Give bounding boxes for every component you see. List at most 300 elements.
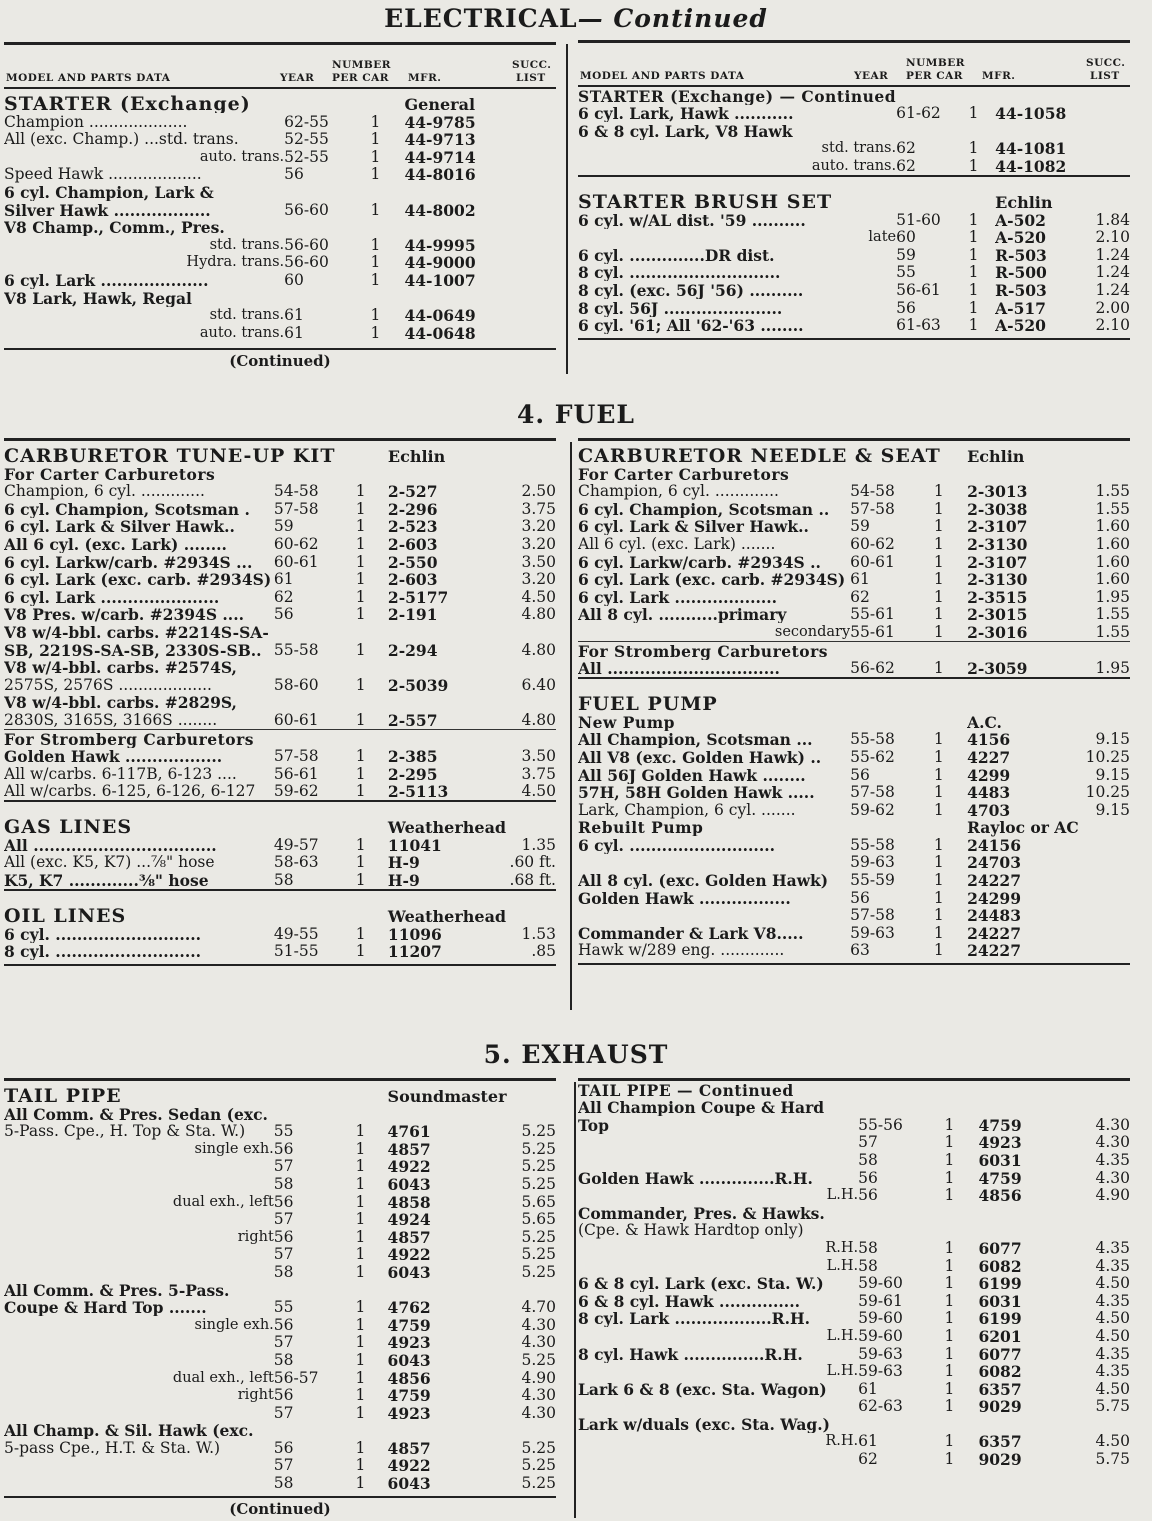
mfr-cell: 4857 — [387, 1139, 431, 1159]
mfr-cell: General — [404, 95, 476, 114]
model-cell: All Champ. & Sil. Hawk (exc. — [4, 1421, 254, 1440]
parts-table — [578, 1081, 1130, 1468]
mfr-cell: A-520 — [995, 316, 1046, 336]
mfr-cell: 4923 — [387, 1403, 431, 1423]
list-price-cell: 4.30 — [521, 1386, 556, 1405]
per-car-cell: 1 — [355, 1210, 366, 1229]
year-cell: 56-60 — [284, 235, 329, 254]
mfr-cell: 6031 — [978, 1150, 1022, 1170]
table-row — [4, 518, 556, 536]
mfr-cell: 4299 — [967, 765, 1011, 785]
table-row — [4, 201, 556, 219]
model-cell — [578, 907, 850, 925]
mfr-cell: 2-3130 — [967, 534, 1028, 554]
mfr-cell: Weatherhead — [387, 818, 507, 838]
list-price-cell: 5.25 — [521, 1474, 556, 1493]
mfr-cell: 2-557 — [387, 710, 438, 730]
table-row — [4, 943, 556, 961]
model-cell: L.H. — [826, 1257, 859, 1274]
year-cell: 56 — [273, 1386, 294, 1405]
per-car-cell — [911, 641, 967, 659]
table-row — [578, 211, 1130, 229]
table-row — [578, 1398, 1130, 1416]
list-price-cell: 1.55 — [1095, 605, 1130, 624]
list-price-cell — [506, 694, 556, 712]
model-cell: 5-Pass. Cpe., H. Top & Sta. W.) — [4, 1122, 246, 1141]
list-price-cell — [1080, 641, 1130, 659]
list-price-cell — [1084, 140, 1130, 158]
model-cell: FUEL PUMP — [578, 693, 718, 714]
table-row — [4, 236, 556, 254]
list-price-cell: 10.25 — [1085, 747, 1130, 766]
per-car-cell — [346, 219, 404, 237]
list-price-cell: 2.10 — [1095, 316, 1130, 335]
table-row — [578, 660, 1130, 679]
parts-table — [4, 1081, 556, 1492]
mfr-cell: 24227 — [967, 871, 1021, 891]
list-price-cell: 4.50 — [1095, 1309, 1130, 1328]
list-price-cell — [1080, 465, 1130, 483]
year-cell — [284, 183, 346, 201]
list-price-cell: 1.24 — [1095, 263, 1130, 282]
per-car-cell: 1 — [944, 1115, 955, 1134]
list-price-cell: 5.25 — [521, 1227, 556, 1246]
per-car-cell: 1 — [933, 783, 944, 802]
list-price-cell — [1080, 836, 1130, 854]
per-car-cell: 1 — [933, 622, 944, 641]
table-row — [4, 1404, 556, 1422]
model-cell: 57H, 58H Golden Hawk ..... — [578, 783, 815, 802]
year-cell — [850, 465, 910, 483]
mfr-cell: 4759 — [978, 1115, 1022, 1135]
model-cell: V8 Lark, Hawk, Regal — [4, 288, 192, 307]
model-cell: V8 w/4-bbl. carbs. #2574S, — [4, 658, 237, 677]
year-cell — [896, 87, 952, 105]
list-price-cell: 4.35 — [1095, 1362, 1130, 1381]
per-car-cell: 1 — [944, 1397, 955, 1416]
mfr-cell — [995, 87, 1084, 105]
list-price-cell: 4.80 — [521, 710, 556, 729]
year-cell: 56 — [858, 1168, 878, 1187]
model-cell: auto. trans. — [199, 148, 285, 165]
year-cell: 58 — [858, 1150, 878, 1169]
year-cell: 60 — [896, 228, 916, 247]
model-cell: std. trans. — [209, 307, 285, 324]
table-row — [578, 317, 1130, 335]
mfr-cell: 11207 — [387, 942, 442, 962]
mfr-cell: H-9 — [387, 853, 420, 873]
header-model: MODEL AND PARTS DATA — [580, 70, 745, 82]
table-row — [578, 588, 1130, 606]
list-price-cell — [1084, 157, 1130, 176]
year-cell — [850, 819, 910, 837]
per-car-cell — [333, 1105, 387, 1123]
year-cell: 61 — [284, 323, 304, 342]
table-row — [4, 483, 556, 501]
table-row — [4, 289, 556, 307]
model-cell: 6 cyl. Lark (exc. carb. #2934S) — [4, 570, 272, 589]
subsection-row — [578, 641, 1130, 659]
year-cell: 62 — [896, 156, 916, 175]
year-cell: 57 — [273, 1245, 294, 1264]
section-title-row — [4, 901, 556, 925]
per-car-cell: 1 — [944, 1150, 955, 1169]
model-cell — [4, 1404, 274, 1422]
list-price-cell: 4.35 — [1095, 1291, 1130, 1310]
year-cell — [896, 122, 952, 140]
mfr-cell: H-9 — [387, 871, 420, 891]
year-cell — [274, 659, 334, 677]
per-car-cell: 1 — [355, 1192, 366, 1211]
table-row — [4, 1422, 556, 1440]
model-cell: 2830S, 3165S, 3166S ........ — [4, 711, 218, 729]
model-cell: CARBURETOR TUNE-UP KIT — [4, 445, 336, 465]
table-row — [4, 148, 556, 166]
list-price-cell: .85 — [531, 942, 556, 961]
mfr-cell — [388, 694, 506, 712]
table-row — [4, 254, 556, 272]
mfr-cell: 6199 — [978, 1274, 1022, 1294]
model-cell: single exh. — [194, 1140, 274, 1157]
year-cell: 55-61 — [850, 605, 895, 624]
per-car-cell — [333, 729, 388, 747]
table-row — [578, 571, 1130, 589]
model-cell: All Champion Coupe & Hard — [578, 1098, 825, 1117]
model-cell — [4, 1175, 274, 1193]
table-row — [578, 1151, 1130, 1169]
mfr-cell: 24156 — [967, 835, 1021, 855]
exhaust-right-column — [578, 1078, 1130, 1468]
per-car-cell: 1 — [933, 605, 944, 624]
list-price-cell — [1080, 854, 1130, 872]
parts-table — [578, 441, 1130, 959]
mfr-cell: 2-295 — [387, 764, 438, 784]
per-car-cell: 1 — [944, 1326, 955, 1345]
list-price-cell — [1078, 1204, 1130, 1222]
list-price-cell — [1084, 87, 1130, 105]
table-row — [4, 571, 556, 589]
list-price-cell — [1084, 122, 1130, 140]
per-car-cell: 1 — [968, 298, 979, 317]
per-car-cell: 1 — [933, 659, 944, 678]
mfr-cell: 44-9714 — [404, 147, 476, 167]
year-cell: 58-63 — [273, 853, 319, 872]
mfr-cell: 4483 — [967, 783, 1011, 803]
year-cell — [858, 1415, 920, 1433]
mfr-cell: 2-294 — [387, 640, 438, 660]
mfr-cell: 6082 — [978, 1256, 1022, 1276]
model-cell: right — [237, 1387, 274, 1404]
model-cell: auto. trans. — [811, 157, 897, 174]
table-row — [578, 1204, 1130, 1222]
list-price-cell — [504, 289, 556, 307]
per-car-cell: 1 — [355, 517, 366, 536]
model-cell: Hydra. trans. — [186, 254, 285, 271]
year-cell: 61-63 — [896, 316, 941, 335]
table-row — [578, 606, 1130, 624]
model-cell: K5, K7 .............⅜" hose — [4, 871, 209, 891]
mfr-cell: 4703 — [967, 800, 1011, 820]
list-price-cell: 4.30 — [1095, 1168, 1130, 1187]
table-row — [4, 183, 556, 201]
per-car-cell: 1 — [944, 1362, 955, 1381]
electrical-continued: — Continued — [577, 4, 768, 33]
mfr-cell: 6043 — [387, 1174, 431, 1194]
list-price-cell — [504, 324, 556, 342]
model-cell: All .................................. — [4, 836, 217, 854]
year-cell: 55-62 — [850, 747, 895, 766]
per-car-cell: 1 — [944, 1256, 955, 1275]
year-cell: 56 — [273, 605, 294, 624]
mfr-cell: 24703 — [967, 853, 1021, 873]
list-price-cell: 4.80 — [521, 640, 556, 659]
list-price-cell: 6.40 — [521, 675, 556, 694]
model-cell — [578, 1398, 858, 1416]
model-cell: L.H. — [826, 1327, 859, 1344]
list-price-cell — [1084, 105, 1130, 123]
year-cell: 58 — [273, 1350, 294, 1369]
year-cell — [274, 729, 334, 747]
mfr-cell — [388, 659, 506, 677]
per-car-cell: 1 — [968, 316, 979, 335]
table-row — [578, 1327, 1130, 1345]
model-cell: New Pump — [578, 713, 675, 731]
model-cell: STARTER BRUSH SET — [578, 190, 833, 211]
table-row — [4, 871, 556, 890]
per-car-cell — [920, 1081, 978, 1099]
model-cell — [4, 1158, 274, 1176]
per-car-cell — [911, 819, 967, 837]
per-car-cell: 1 — [355, 782, 366, 801]
per-car-cell: 1 — [355, 853, 366, 872]
list-price-cell: 5.75 — [1095, 1450, 1130, 1469]
list-price-cell: 5.75 — [1095, 1397, 1130, 1416]
header-model: MODEL AND PARTS DATA — [6, 72, 171, 84]
year-cell: 56-62 — [850, 659, 895, 678]
section-title-row — [578, 441, 1130, 465]
model-cell: All Champion, Scotsman ... — [578, 730, 813, 749]
mfr-cell: 4923 — [387, 1333, 431, 1353]
year-cell: 61 — [850, 570, 870, 589]
table-row — [4, 659, 556, 677]
exhaust-heading: 5. EXHAUST — [483, 1040, 669, 1069]
model-cell: 6 & 8 cyl. Lark, V8 Hawk — [578, 122, 793, 140]
model-cell: V8 w/4-bbl. carbs. #2829S, — [4, 693, 237, 712]
table-row — [578, 122, 1130, 140]
year-cell: 62 — [850, 587, 870, 606]
table-row — [4, 925, 556, 943]
header-mfr: MFR. — [408, 72, 442, 84]
mfr-cell: 4156 — [967, 730, 1011, 750]
header-per-car: PER CAR — [906, 70, 964, 82]
mfr-cell: 6357 — [978, 1379, 1022, 1399]
list-price-cell: 10.25 — [1085, 783, 1130, 802]
year-cell: 58 — [858, 1256, 878, 1275]
list-price-cell: 9.15 — [1095, 765, 1130, 784]
year-cell: 60-61 — [273, 552, 319, 571]
per-car-cell: 1 — [933, 499, 944, 518]
model-cell — [4, 1334, 274, 1352]
per-car-cell: 1 — [355, 1262, 366, 1281]
per-car-cell: 1 — [944, 1450, 955, 1469]
year-cell — [274, 465, 334, 483]
model-cell: All (exc. K5, K7) ...⅞" hose — [4, 853, 215, 872]
year-cell: 57 — [273, 1456, 294, 1475]
model-cell — [578, 1134, 858, 1152]
section-title-row — [578, 689, 1130, 713]
year-cell: 52-55 — [284, 130, 329, 149]
mfr-cell: Echlin — [387, 447, 446, 466]
model-cell: R.H. — [825, 1239, 859, 1256]
mfr-cell: Echlin — [995, 192, 1053, 212]
table-row — [4, 1158, 556, 1176]
per-car-cell: 1 — [355, 1403, 366, 1422]
list-price-cell: 4.30 — [521, 1333, 556, 1352]
per-car-cell: 1 — [944, 1238, 955, 1257]
model-cell: dual exh., left — [172, 1193, 274, 1210]
table-row — [578, 1450, 1130, 1468]
model-cell: TAIL PIPE — Continued — [578, 1081, 794, 1099]
per-car-cell: 1 — [933, 482, 944, 501]
model-cell: V8 Pres. w/carb. #2394S .... — [4, 605, 244, 624]
per-car-cell: 1 — [355, 1157, 366, 1176]
per-car-cell: 1 — [355, 1386, 366, 1405]
section-title-row — [578, 187, 1130, 211]
year-cell: 63 — [850, 941, 870, 960]
year-cell: 57 — [858, 1133, 878, 1152]
model-cell: For Carter Carburetors — [578, 465, 790, 483]
table-row — [4, 1246, 556, 1264]
model-cell: All 6 cyl. (exc. Lark) ........ — [4, 535, 227, 553]
per-car-cell: 1 — [968, 245, 979, 264]
per-car-cell: 1 — [355, 1438, 366, 1457]
list-price-cell — [504, 183, 556, 201]
table-row — [578, 1363, 1130, 1381]
per-car-cell: 1 — [933, 517, 944, 536]
column-header — [4, 42, 556, 89]
per-car-cell: 1 — [968, 139, 979, 158]
model-cell: 8 cyl. 56J ...................... — [578, 298, 783, 317]
mfr-cell: 4762 — [387, 1298, 431, 1318]
mfr-cell: 44-1082 — [995, 156, 1067, 176]
list-price-cell: 3.75 — [521, 764, 556, 783]
per-car-cell: 1 — [933, 888, 944, 907]
per-car-cell — [911, 465, 967, 483]
mfr-cell: 4759 — [387, 1386, 431, 1406]
table-row — [4, 711, 556, 729]
table-row — [4, 623, 556, 641]
mfr-cell: Soundmaster — [387, 1087, 507, 1106]
per-car-cell: 1 — [370, 323, 381, 342]
model-cell: Lark 6 & 8 (exc. Sta. Wagon) — [578, 1380, 827, 1398]
mfr-cell: Weatherhead — [387, 907, 507, 927]
model-cell: Lark w/duals (exc. Sta. Wag.) — [578, 1415, 830, 1433]
mfr-cell: 24299 — [967, 888, 1021, 908]
list-price-cell: 3.20 — [521, 534, 556, 553]
per-car-cell: 1 — [355, 552, 366, 571]
header-number: NUMBER — [332, 59, 391, 71]
mfr-cell: 2-3130 — [967, 570, 1028, 590]
list-price-cell: 1.35 — [521, 835, 556, 854]
table-row — [578, 854, 1130, 872]
model-cell: Golden Hawk ................. — [578, 889, 791, 907]
table-row — [4, 535, 556, 553]
model-cell: For Carter Carburetors — [4, 465, 216, 483]
list-price-cell: 1.55 — [1095, 499, 1130, 518]
year-cell — [274, 694, 334, 712]
header-per-car: PER CAR — [332, 72, 390, 84]
table-row — [578, 299, 1130, 317]
table-row — [4, 1369, 556, 1387]
table-row — [4, 676, 556, 694]
list-price-cell — [504, 201, 556, 219]
model-cell: STARTER (Exchange) — Continued — [578, 87, 897, 105]
table-row — [578, 1169, 1130, 1187]
per-car-cell: 1 — [355, 640, 366, 659]
per-car-cell: 1 — [355, 675, 366, 694]
fuel-right-column — [578, 438, 1130, 965]
table-row — [578, 1116, 1130, 1134]
mfr-cell: 2-3515 — [967, 587, 1028, 607]
year-cell: 56 — [273, 1139, 294, 1158]
table-row — [578, 518, 1130, 536]
list-price-cell: 4.30 — [1095, 1115, 1130, 1134]
electrical-left-column — [4, 42, 556, 370]
model-cell: Champion .................... — [4, 113, 188, 131]
list-price-cell — [507, 1081, 556, 1105]
model-cell: 8 cyl. ............................ — [578, 263, 781, 282]
table-row — [4, 854, 556, 872]
table-row — [578, 748, 1130, 766]
model-cell: 6 & 8 cyl. Hawk ............... — [578, 1292, 800, 1310]
mfr-cell — [978, 1099, 1078, 1117]
list-price-cell — [506, 659, 556, 677]
per-car-cell — [920, 1099, 978, 1117]
mfr-cell: A-520 — [995, 228, 1046, 248]
model-cell: 6 cyl. Lark, Hawk ........... — [578, 104, 794, 123]
list-price-cell: 4.30 — [1095, 1133, 1130, 1152]
model-cell: 6 cyl. Lark & Silver Hawk.. — [578, 517, 809, 536]
list-price-cell — [504, 131, 556, 149]
mfr-cell: 4856 — [978, 1186, 1022, 1206]
table-row — [4, 1140, 556, 1158]
per-car-cell — [952, 87, 995, 105]
list-price-cell — [506, 623, 556, 641]
list-price-cell: 5.25 — [521, 1245, 556, 1264]
year-cell: 59-61 — [858, 1291, 903, 1310]
per-car-cell: 1 — [355, 924, 366, 943]
year-cell: 56 — [858, 1186, 878, 1205]
mfr-cell: 44-9713 — [404, 130, 476, 150]
table-row — [578, 766, 1130, 784]
table-row — [578, 1222, 1130, 1240]
year-cell — [858, 1099, 920, 1117]
model-cell: dual exh., left — [172, 1369, 274, 1386]
list-price-cell: 4.50 — [1095, 1326, 1130, 1345]
per-car-cell: 1 — [370, 165, 381, 184]
table-row — [578, 1380, 1130, 1398]
per-car-cell: 1 — [355, 587, 366, 606]
per-car-cell: 1 — [355, 1227, 366, 1246]
year-cell — [858, 1081, 920, 1099]
per-car-cell: 1 — [933, 730, 944, 749]
year-cell: 60-61 — [273, 710, 319, 729]
table-row — [578, 157, 1130, 176]
per-car-cell: 1 — [933, 923, 944, 942]
year-cell: 61 — [858, 1379, 878, 1398]
list-price-cell: 9.15 — [1095, 730, 1130, 749]
per-car-cell: 1 — [968, 104, 979, 123]
